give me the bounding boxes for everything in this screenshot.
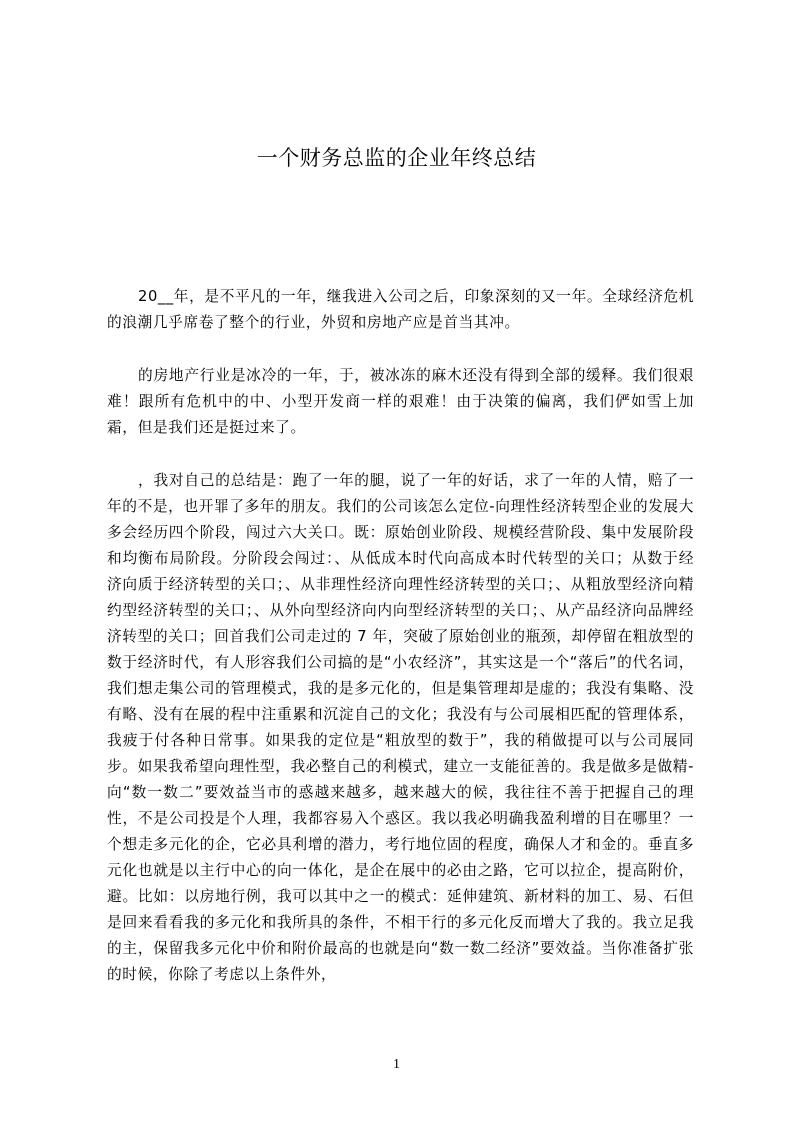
paragraph-1: 20__年，是不平凡的一年，继我进入公司之后，印象深刻的又一年。全球经济危机的浪潮几乎席卷了整个的行业，外贸和房地产应是首当其冲。 [107,288,694,331]
paragraph-2: 的房地产行业是冰冷的一年，于，被冰冻的麻木还没有得到全部的缓释。我们很艰难！跟所有危机中的中、小型开发商一样的艰难！由于决策的偏离，我们俨如雪上加霜，但是我们还是挺过来了。 [107,367,694,436]
paragraph-3: ，我对自己的总结是：跑了一年的腿，说了一年的好话，求了一年的人情，赔了一年的不是，也开罪了多年的朋友。我们的公司该怎么定位-向理性经济转型企业的发展大多会经历四个阶段，闯过六大关口。既：原始创业阶段、规模经营阶段、集中发展阶段和均衡布局阶段。分阶段会闯过：、从低成本时代向高成本时代转型的关口；从数于经济向质于经济转型的关口；、从非理性经济向理性经济转型的关口；、从粗放型经济向精约型经济转型的关口；、从外向型经济向内向型经济转型的关口；、从产品经济向品牌经济转型的关口；回首我们公司走过的 7 年，突破了原始创业的瓶颈，却停留在粗放型的数于经济时代，有人形容我们公司搞的是“小农经济”，其实这是一个“落后”的代名词，我们想走集公司的管理模式，我的是多元化的，但是集管理却是虚的；我没有集略、没有略、没有在展的程中注重累和沉淀自己的文化；我没有与公司展相匹配的管理体系，我疲于付各种日常事。如果我的定位是“粗放型的数于”，我的稍做提可以与公司展同步。如果我希望向理性型，我必整自己的利模式，建立一支能征善的。我是做多是做精-向“数一数二”要效益当市的惑越来越多，越来越大的候，我往往不善于把握自己的理性，不是公司投是个人理，我都容易入个惑区。我以我必明确我盈利增的目在哪里？一个想走多元化的企，它必具利增的潜力，考行地位固的程度，确保人才和金的。垂直多元化也就是以主行中心的向一体化，是企在展中的必由之路，它可以拉企，提高附价，避。比如：以房地行例，我可以其中之一的模式：延伸建筑、新材料的加工、易、石但是回来看看我的多元化和我所具的条件，不相干行的多元化反而增大了我的。我立足我的主，保留我多元化中价和附价最高的也就是向“数一数二经济”要效益。当你准备扩张的时候，你除了考虑以上条件外， [107,472,694,983]
document-body [107,284,694,988]
document-title: 一个财务总监的企业年终总结 [256,146,537,170]
page-number: 1 [393,1057,400,1072]
